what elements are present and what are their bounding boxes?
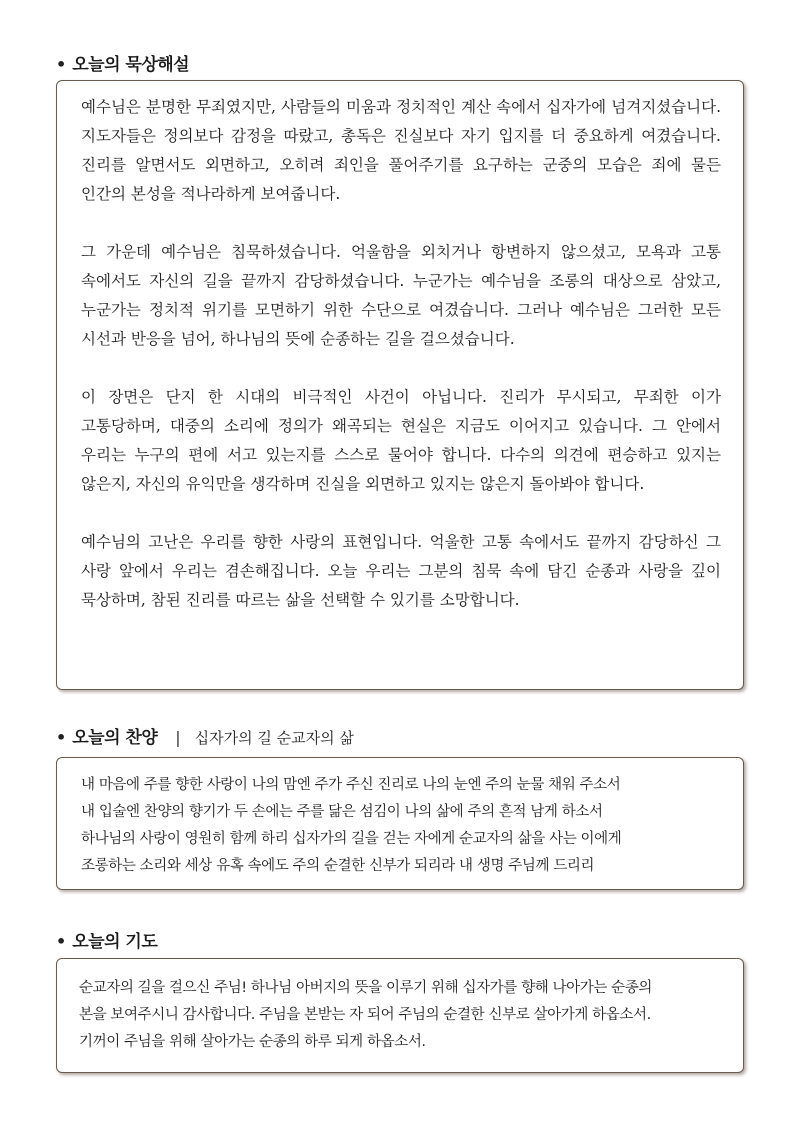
hymn-subtitle: 십자가의 길 순교자의 삶 [194,729,354,747]
hymn-line: 하나님의 사랑이 영원히 함께 하리 십자가의 길을 걷는 자에게 순교자의 삶을 사는 이에게 [81,831,622,847]
hymn-line: 조롱하는 소리와 세상 유혹 속에도 주의 순결한 신부가 되리라 내 생명 주님께 드리리 [81,858,595,874]
prayer-line: 본을 보여주시니 감사합니다. 주님을 본받는 자 되어 주님의 순결한 신부로 살아가게 하옵소서. [79,1007,651,1023]
prayer-line: 기꺼이 주님을 위해 살아가는 순종의 하루 되게 하옵소서. [79,1034,426,1050]
bullet: • [56,728,67,747]
hymn-line: 내 입술엔 찬양의 향기가 두 손에는 주를 닮은 섬김이 나의 삶에 주의 흔적 남게 하소서 [81,804,603,820]
meditation-paragraph: 예수님은 분명한 무죄였지만, 사람들의 미움과 정치적인 계산 속에서 십자가에 넘겨지셨습니다. 지도자들은 정의보다 감정을 따랐고, 총독은 진실보다 자기 입지를 더 중요하게 여겼습니다. 진리를 알면서도 외면하고, 오히려 죄인을 풀어주기를 요구하는 군중의 모습은 죄에 물든 인간의 본성을 적나라하게 보여줍니다. [81,98,721,203]
meditation-title: 오늘의 묵상해설 [72,55,190,75]
heading-separator: | [175,728,181,747]
hymn-title: 오늘의 찬양 [72,728,158,748]
prayer-box [56,958,744,1073]
prayer-title: 오늘의 기도 [72,932,158,952]
hymn-box [56,757,744,890]
meditation-paragraph: 이 장면은 단지 한 시대의 비극적인 사건이 아닙니다. 진리가 무시되고, 무죄한 이가 고통당하며, 대중의 소리에 정의가 왜곡되는 현실은 지금도 이어지고 있습니다. 그 안에서 우리는 누구의 편에 서고 있는지를 스스로 물어야 합니다. 다수의 의견에 편승하고 있지는 않은지, 자신의 유익만을 생각하며 진실을 외면하고 있지는 않은지 돌아봐야 합니다. [81,388,721,493]
meditation-heading [56,50,189,75]
meditation-paragraph: 그 가운데 예수님은 침묵하셨습니다. 억울함을 외치거나 항변하지 않으셨고, 모욕과 고통 속에서도 자신의 길을 끝까지 감당하셨습니다. 누군가는 예수님을 조롱의 대상으로 삼았고, 누군가는 정치적 위기를 모면하기 위한 수단으로 여겼습니다. 그러나 예수님은 그러한 모든 시선과 반응을 넘어, 하나님의 뜻에 순종하는 길을 걸으셨습니다. [81,243,721,348]
meditation-box [56,80,744,690]
bullet: • [56,932,67,951]
prayer-heading [56,927,157,952]
meditation-paragraph: 예수님의 고난은 우리를 향한 사랑의 표현입니다. 억울한 고통 속에서도 끝까지 감당하신 그 사랑 앞에서 우리는 겸손해집니다. 오늘 우리는 그분의 침묵 속에 담긴 순종과 사랑을 깊이 묵상하며, 참된 진리를 따르는 삶을 선택할 수 있기를 소망합니다. [81,533,721,609]
prayer-line: 순교자의 길을 걸으신 주님! 하나님 아버지의 뜻을 이루기 위해 십자가를 향해 나아가는 순종의 [79,980,652,996]
hymn-line: 내 마음에 주를 향한 사랑이 나의 맘엔 주가 주신 진리로 나의 눈엔 주의 눈물 채워 주소서 [81,777,621,793]
hymn-heading [56,723,354,748]
bullet: • [56,55,67,74]
